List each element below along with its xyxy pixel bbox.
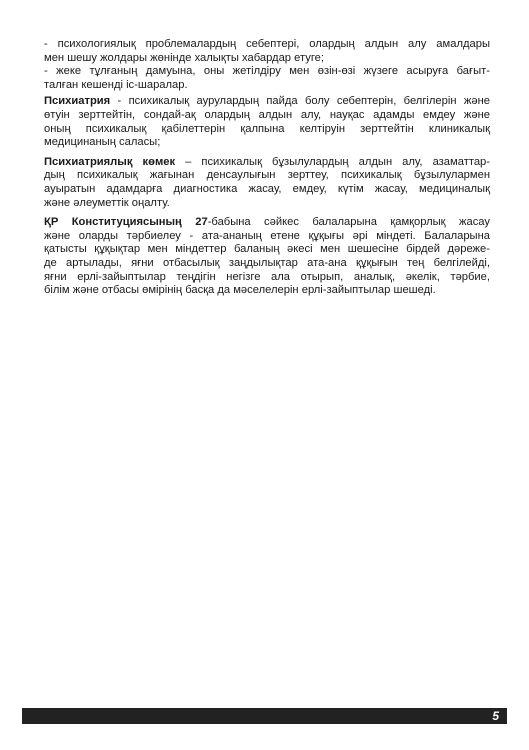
term-constitution: ҚР Конституциясының 27: [44, 216, 208, 229]
text-line: - психологиялық проблемалардың себептері, олардың алдын алу амалдары: [44, 38, 490, 50]
footer-bar: [22, 708, 507, 724]
text-line: медицинаның саласы;: [44, 136, 161, 149]
paragraph-intro-list: [44, 38, 490, 92]
text-fragment: – психикалық бұзылулардың алдын алу, азаматтар-: [175, 155, 490, 168]
text-line: дың психикалық жағынан денсаулығын зерттеу, психикалық бұзылулармен: [44, 169, 490, 182]
text-line: ауыратын адамдарға диагностика жасау, емдеу, күтім жасау, медициналық: [44, 182, 490, 195]
text-line: яғни ерлі-зайыптылар теңдігін негізге ала отырып, аналық, әкелік, тәрбие,: [44, 270, 490, 283]
paragraph-constitution: [44, 216, 490, 298]
text-line: және оларды тәрбиелеу - ата-ананың етене құқығы әрі міндеті. Балаларына: [44, 229, 490, 242]
paragraph-psychiatric-help: [44, 156, 490, 210]
text-line: - жеке тұлғаның дамуына, оны жетілдіру мен өзін-өзі жүзеге асыруға бағыт-: [44, 65, 490, 78]
term-psychiatric-help: Психиатриялық көмек: [44, 155, 176, 168]
page-number: 5: [492, 709, 499, 723]
text-line: [44, 156, 490, 170]
paragraph-psychiatry: [44, 95, 490, 149]
page-body: [44, 38, 490, 304]
text-line: оның психикалық қабілеттерін қалпына келтіруін зерттейтін клиникалық: [44, 122, 490, 135]
text-fragment: - психикалық аурулардың пайда болу себептерін, белгілерін және: [110, 95, 490, 108]
text-line: [44, 95, 490, 109]
text-line: де артылады, яғни отбасылық заңдылықтар ата-ана құқығын тең белгілейді,: [44, 256, 490, 269]
text-line: мен шешу жолдары жөнінде халықты хабардар етуге;: [44, 51, 324, 64]
text-line: талған кешенді іс-шаралар.: [44, 78, 188, 91]
text-line: өтуін зерттейтін, сондай-ақ олардың алдын алу, науқас адамды емдеу және: [44, 108, 490, 121]
text-fragment: -бабына сәйкес балаларына қамқорлық жасау: [207, 216, 490, 229]
text-line: және әлеуметтік оңалту.: [44, 196, 170, 209]
text-line: қатысты құқықтар мен міндеттер баланың әкесі мен шешесіне бірдей дәреже-: [44, 243, 490, 256]
term-psychiatry: Психиатрия: [44, 95, 111, 108]
text-line: [44, 216, 490, 230]
text-line: білім және отбасы өмірінің басқа да мәселелерін ерлі-зайыптылар шешеді.: [44, 284, 436, 297]
